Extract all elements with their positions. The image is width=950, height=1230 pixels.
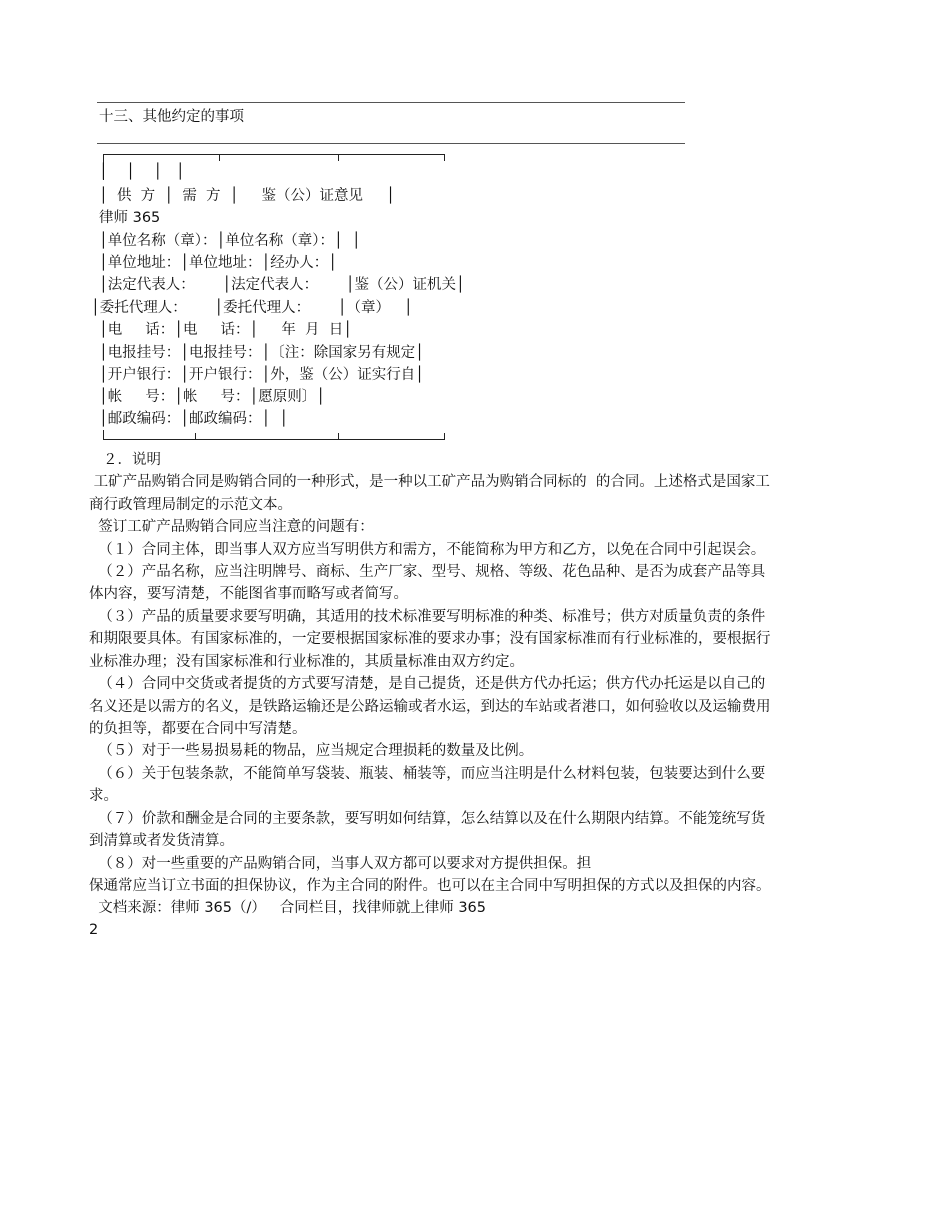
- table-row: │邮政编码：│邮政编码：│ │: [99, 411, 289, 427]
- table-row: │委托代理人： │委托代理人： │（章） │: [91, 300, 413, 316]
- notes-line: （３）产品的质量要求要写明确，其适用的技术标准要写明标准的种类、标准号；供方对质量负责的条件: [89, 609, 766, 625]
- notes-heading: ２．说明: [103, 452, 161, 468]
- table-top-tick: [219, 154, 220, 161]
- notes-line: （８）对一些重要的产品购销合同，当事人双方都可以要求对方提供担保。担: [89, 856, 592, 872]
- table-top-tick: [444, 154, 445, 161]
- notes-line: 名义还是以需方的名义，是铁路运输还是公路运输或者水运，到达的车站或者港口，如何验收以及运输费用: [89, 699, 771, 715]
- table-row: │法定代表人： │法定代表人： │鉴（公）证机关│: [99, 277, 465, 293]
- notes-line: （７）价款和酬金是合同的主要条款，要写明如何结算，怎么结算以及在什么期限内结算。不能笼统写货: [89, 811, 766, 827]
- table-row: │单位地址：│单位地址：│经办人：│: [99, 255, 337, 271]
- notes-line: 到清算或者发货清算。: [89, 833, 234, 849]
- notes-line: 工矿产品购销合同是购销合同的一种形式，是一种以工矿产品为购销合同标的 的合同。上述格式是国家工: [89, 474, 770, 490]
- table-row: │单位名称（章）：│单位名称（章）：│ │: [99, 233, 361, 249]
- table-row: │开户银行：│开户银行：│外，鉴（公）证实行自│: [99, 367, 424, 383]
- section-13-rule: [97, 143, 685, 144]
- table-bottom-tick: [444, 433, 445, 440]
- table-row: │电 话：│电 话：│ 年 月 日│: [99, 322, 352, 338]
- table-row: │帐 号：│帐 号：│愿原则〕│: [99, 389, 326, 405]
- page-number: 2: [89, 922, 99, 938]
- notes-line: 商行政管理局制定的示范文本。: [89, 497, 292, 513]
- notes-line: 和期限要具体。有国家标准的，一定要根据国家标准的要求办事；没有国家标准而有行业标准的，要根据行: [89, 631, 771, 647]
- table-bottom-tick: [195, 433, 196, 440]
- table-header-row: │ 供 方 │ 需 方 │ 鉴（公）证意见 │: [99, 188, 395, 204]
- notes-line: 求。: [89, 788, 118, 804]
- table-top-tick: [338, 154, 339, 161]
- notes-line: 的负担等，都要在合同中写清楚。: [89, 721, 307, 737]
- top-rule: [97, 102, 685, 103]
- notes-line: （６）关于包装条款，不能简单写袋装、瓶装、桶装等，而应当注明是什么材料包装，包装要达到什么要: [89, 766, 766, 782]
- table-row: │电报挂号：│电报挂号：│〔注：除国家另有规定│: [99, 345, 424, 361]
- notes-line: （２）产品名称，应当注明牌号、商标、生产厂家、型号、规格、等级、花色品种、是否为成套产品等具: [89, 564, 766, 580]
- notes-line: 业标准办理；没有国家标准和行业标准的，其质量标准由双方约定。: [89, 654, 524, 670]
- table-empty-row: │ │ │ │: [99, 164, 185, 180]
- notes-line: 体内容，要写清楚，不能图省事而略写或者简写。: [89, 586, 408, 602]
- table-top-border: [103, 154, 445, 155]
- notes-line: （４）合同中交货或者提货的方式要写清楚，是自己提货，还是供方代办托运；供方代办托运是以自己的: [89, 676, 766, 692]
- table-bottom-border: [103, 439, 445, 440]
- notes-line: 保通常应当订立书面的担保协议，作为主合同的附件。也可以在主合同中写明担保的方式以及担保的内容。: [89, 878, 771, 894]
- notes-line: （５）对于一些易损易耗的物品，应当规定合理损耗的数量及比例。: [89, 743, 534, 759]
- notes-line: 签订工矿产品购销合同应当注意的问题有：: [89, 519, 374, 535]
- table-bottom-tick: [338, 433, 339, 440]
- watermark-text: 律师 365: [99, 210, 161, 226]
- section-13-title: 十三、其他约定的事项: [99, 109, 244, 125]
- source-line: 文档来源：律师 365（/） 合同栏目，找律师就上律师 365: [89, 900, 486, 916]
- notes-line: （１）合同主体，即当事人双方应当写明供方和需方，不能简称为甲方和乙方，以免在合同中引起误会。: [89, 542, 766, 558]
